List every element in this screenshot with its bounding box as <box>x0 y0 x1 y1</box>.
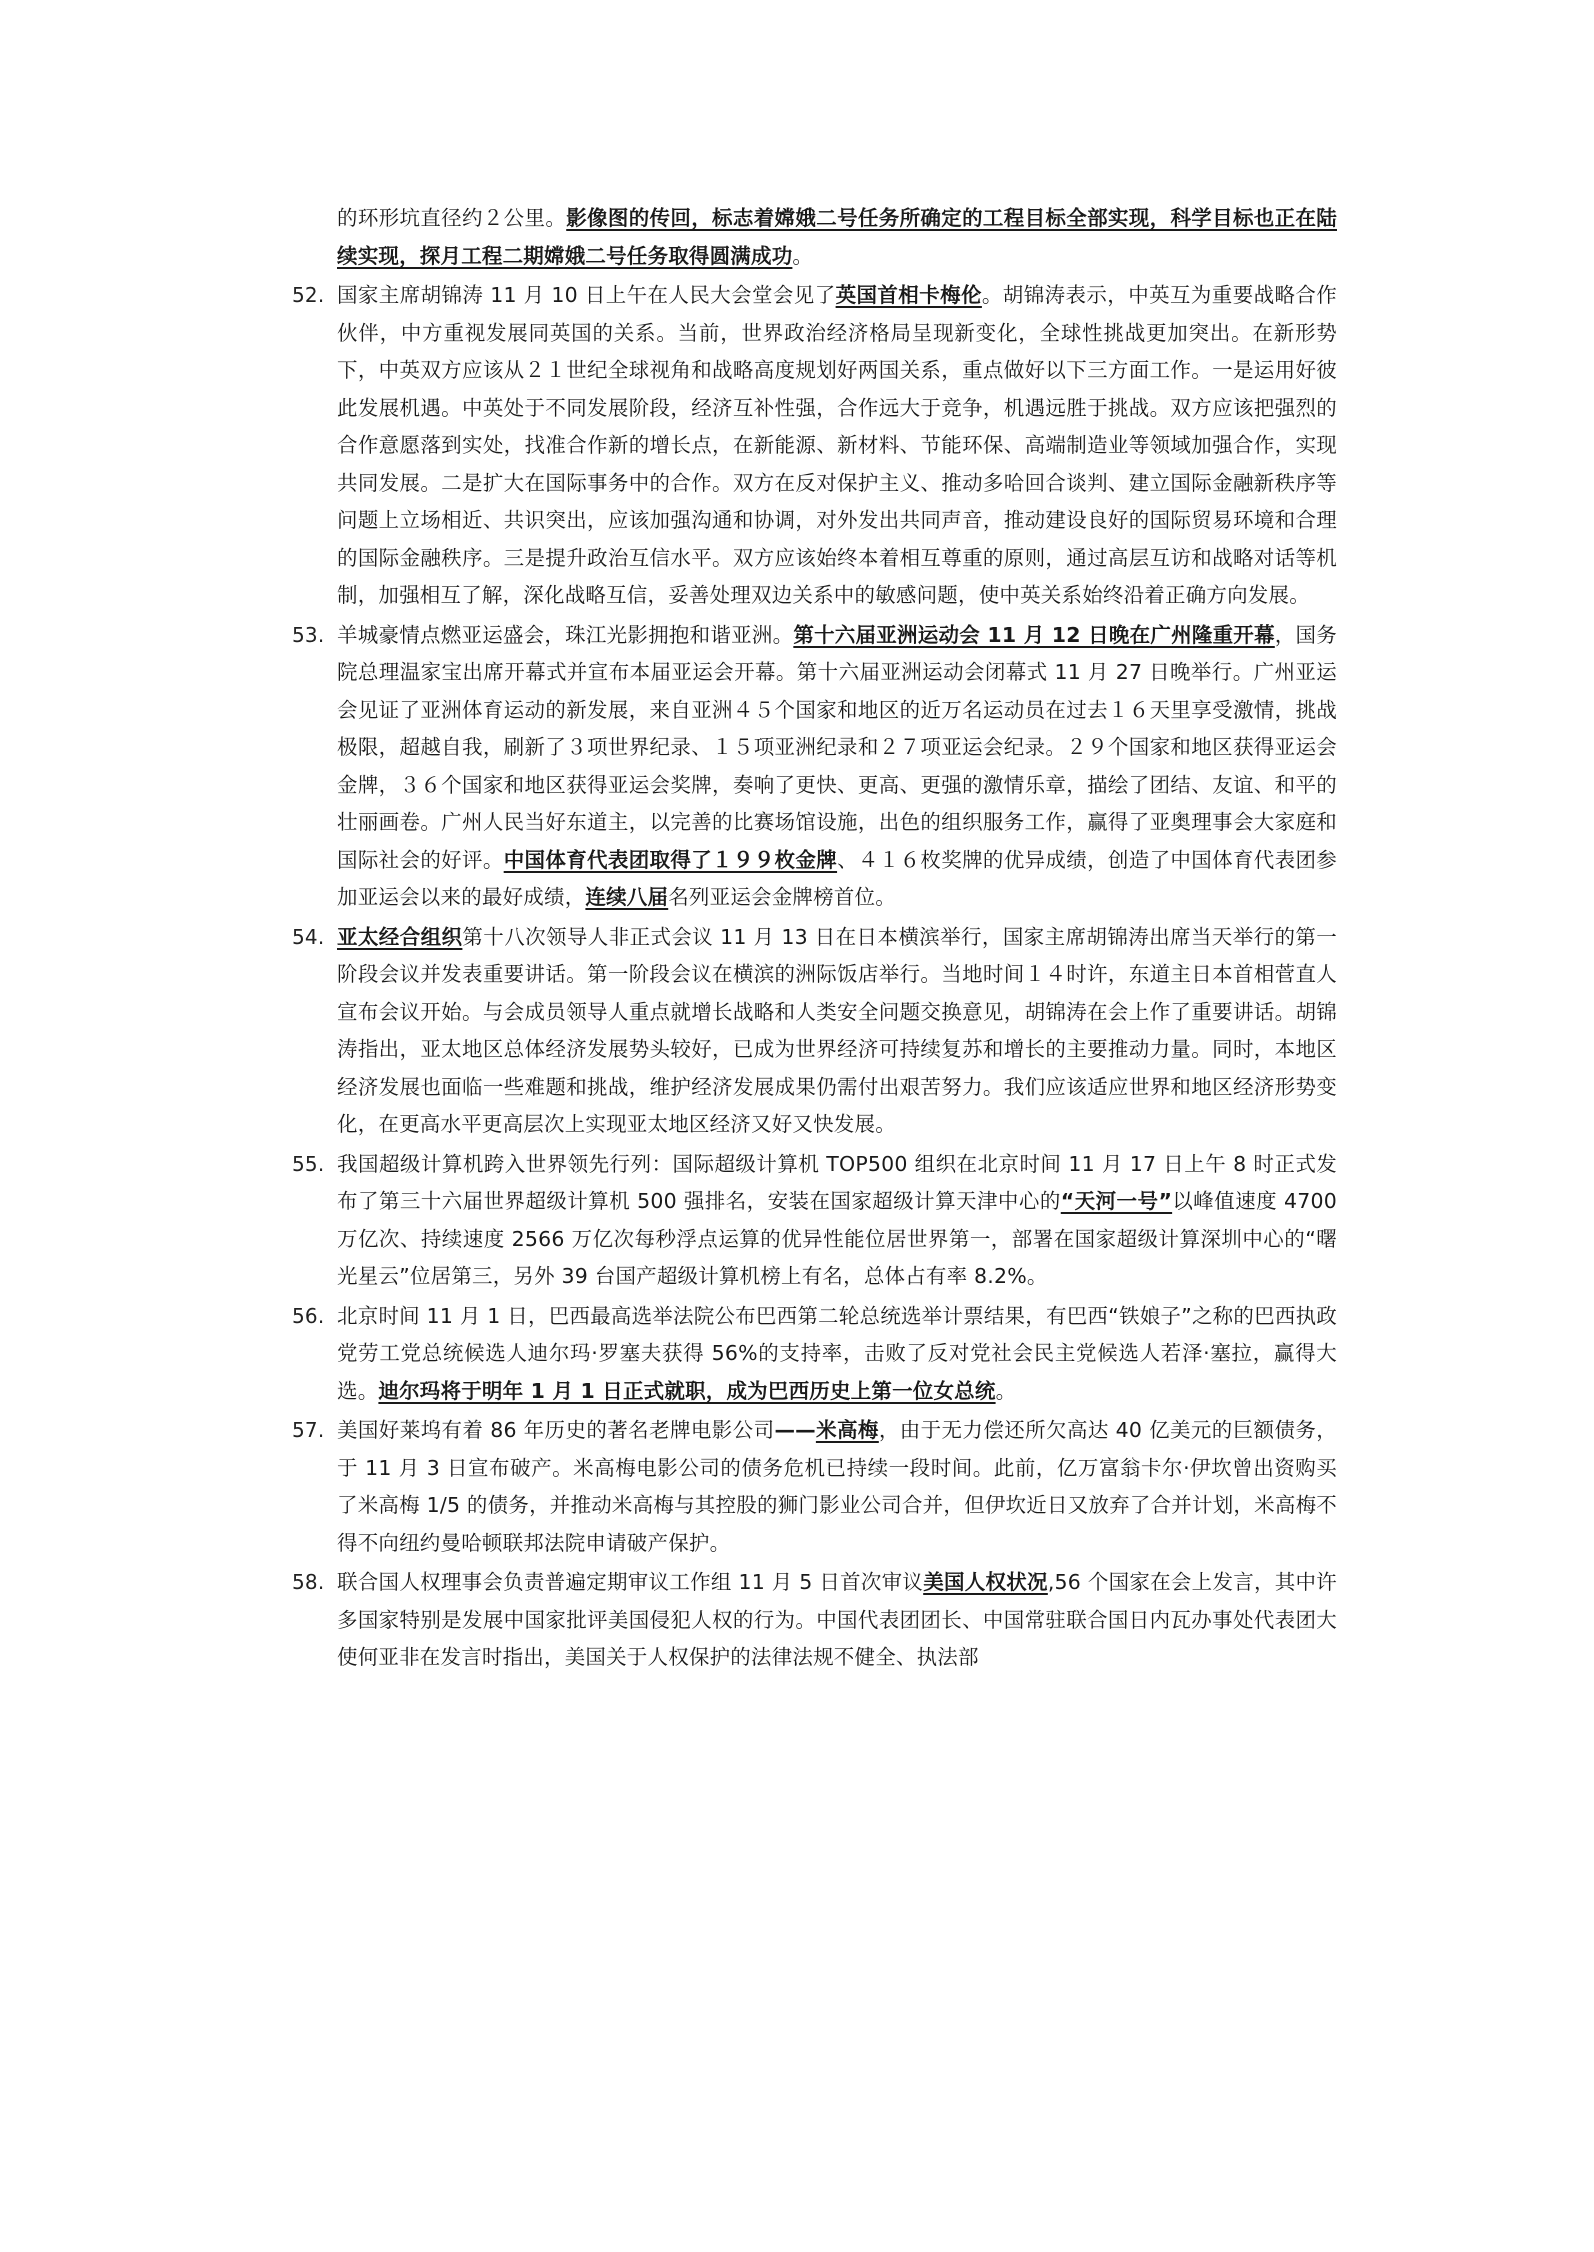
text-run: 羊城豪情点燃亚运盛会，珠江光影拥抱和谐亚洲。 <box>337 622 794 647</box>
item-number: 57. <box>292 1418 325 1442</box>
list-item <box>292 1146 1338 1296</box>
highlighted-text: 米高梅 <box>815 1418 879 1442</box>
text-run: 。 <box>995 1378 1017 1403</box>
highlighted-text: 美国人权状况 <box>923 1570 1048 1594</box>
text-run: ，由于无力偿还所欠高达 40 亿美元的巨额债务，于 11 月 3 日宣布破产。米高梅电影公司的债务危机已持续一段时间。此前，亿万富翁卡尔·伊坎曾出资购买了米高梅 1/5 的债务，并推动米高梅与其控股的狮门影业公司合并，但伊坎近日又放弃了合并计划，米高梅不得不向纽约曼哈顿联邦法院申请破产保护。 <box>337 1418 1337 1555</box>
text-run: 以峰值速度 4700 万亿次、持续速度 2566 万亿次每秒浮点运算的优异性能位居世界第一，部署在国家超级计算深圳中心的“曙光星云”位居第三，另外 39 台国产超级计算机榜上有名，总体占有率 8.2%。 <box>337 1189 1338 1288</box>
bold-text: —— <box>774 1418 816 1442</box>
highlighted-text: 第十六届亚洲运动会 11 月 12 日晚在广州隆重开幕 <box>793 622 1275 647</box>
highlighted-text: “天河一号” <box>1060 1189 1173 1213</box>
item-text <box>337 623 1337 910</box>
text-run: 第十八次领导人非正式会议 11 月 13 日在日本横滨举行，国家主席胡锦涛出席当天举行的第一阶段会议并发表重要讲话。第一阶段会议在横滨的洲际饭店举行。当地时间１４时许，东道主日本首相菅直人宣布会议开始。与会成员领导人重点就增长战略和人类安全问题交换意见，胡锦涛在会上作了重要讲话。胡锦涛指出，亚太地区总体经济发展势头较好，已成为世界经济可持续复苏和增长的主要推动力量。同时，本地区经济发展也面临一些难题和挑战，维护经济发展成果仍需付出艰苦努力。我们应该适应世界和地区经济形势变化，在更高水平更高层次上实现亚太地区经济又好又快发展。 <box>337 924 1338 1136</box>
list-item <box>292 919 1338 1144</box>
text-run: 名列亚运会金牌榜首位。 <box>668 885 896 909</box>
text-run: 北京时间 11 月 1 日，巴西最高选举法院公布巴西第二轮总统选举计票结果，有巴西“铁娘子”之称的巴西执政党劳工党总统候选人迪尔玛·罗塞夫获得 56%的支持率，击败了反对党社会民主党候选人若泽·塞拉，赢得大选。 <box>337 1303 1337 1403</box>
text-run: 、４１６枚奖牌的优异成绩，创造了中国体育代表团参加亚运会以来的最好成绩， <box>337 847 1337 909</box>
item-text <box>337 925 1337 1137</box>
highlighted-text: 连续八届 <box>585 885 669 909</box>
highlighted-text: 英国首相卡梅伦 <box>835 283 982 307</box>
text-run: 。胡锦涛表示，中英互为重要战略合作伙伴，中方重视发展同英国的关系。当前，世界政治经济格局呈现新变化，全球性挑战更加突出。在新形势下，中英双方应该从２１世纪全球视角和战略高度规划好两国关系，重点做好以下三方面工作。一是运用好彼此发展机遇。中英处于不同发展阶段，经济互补性强，合作远大于竞争，机遇远胜于挑战。双方应该把强烈的合作意愿落到实处，找准合作新的增长点，在新能源、新材料、节能环保、高端制造业等领域加强合作，实现共同发展。二是扩大在国际事务中的合作。双方在反对保护主义、推动多哈回合谈判、建立国际金融新秩序等问题上立场相近、共识突出，应该加强沟通和协调，对外发出共同声音，推动建设良好的国际贸易环境和合理的国际金融秩序。三是提升政治互信水平。双方应该始终本着相互尊重的原则，通过高层互访和战略对话等机制，加强相互了解，深化战略互信，妥善处理双边关系中的敏感问题，使中英关系始终沿着正确方向发展。 <box>337 283 1337 607</box>
highlighted-text: 中国体育代表团取得了１９９枚金牌 <box>503 847 838 872</box>
document-page <box>292 200 1338 1679</box>
item-text <box>337 283 1337 607</box>
text-run: 美国好莱坞有着 86 年历史的著名老牌电影公司 <box>337 1418 775 1442</box>
list-item <box>292 1412 1337 1562</box>
highlighted-text: 迪尔玛将于明年 1 月 1 日正式就职，成为巴西历史上第一位女总统 <box>378 1378 996 1403</box>
text-run: ，国务院总理温家宝出席开幕式并宣布本届亚运会开幕。第十六届亚洲运动会闭幕式 11 月 27 日晚举行。广州亚运会见证了亚洲体育运动的新发展，来自亚洲４５个国家和地区的近万名运动员在过去１６天里享受激情，挑战极限，超越自我，刷新了３项世界纪录、１５项亚洲纪录和２７项亚运会纪录。２９个国家和地区获得亚运会金牌，３６个国家和地区获得亚运会奖牌，奏响了更快、更高、更强的激情乐章，描绘了团结、友谊、和平的壮丽画卷。广州人民当好东道主，以完善的比赛场馆设施，出色的组织服务工作，赢得了亚奥理事会大家庭和国际社会的好评。 <box>337 622 1337 872</box>
text-run: ,56 个国家在会上发言，其中许多国家特别是发展中国家批评美国侵犯人权的行为。中国代表团团长、中国常驻联合国日内瓦办事处代表团大使何亚非在发言时指出，美国关于人权保护的法律法规不健全、执法部 <box>337 1570 1338 1669</box>
news-list <box>292 277 1338 1677</box>
text-run: 的环形坑直径约２公里。 <box>337 206 567 230</box>
item-number: 53. <box>292 622 325 647</box>
item-number: 58. <box>292 1570 325 1594</box>
list-item <box>292 1298 1337 1411</box>
item-text <box>337 1304 1337 1403</box>
item-number: 54. <box>292 924 325 949</box>
text-run: 国家主席胡锦涛 11 月 10 日上午在人民大会堂会见了 <box>337 283 836 307</box>
text-run: 联合国人权理事会负责普遍定期审议工作组 11 月 5 日首次审议 <box>337 1570 924 1594</box>
item-number: 56. <box>292 1303 325 1328</box>
item-text <box>337 1152 1337 1289</box>
item-number: 55. <box>292 1151 325 1176</box>
highlighted-text: 影像图的传回，标志着嫦娥二号任务所确定的工程目标全部实现，科学目标也正在陆续实现，探月工程二期嫦娥二号任务取得圆满成功 <box>337 206 1337 268</box>
highlighted-text: 亚太经合组织 <box>337 924 463 949</box>
item-number: 52. <box>292 283 325 307</box>
list-item <box>292 277 1337 615</box>
item-text <box>337 1570 1337 1669</box>
continuation-paragraph <box>337 200 1337 275</box>
list-item <box>292 617 1337 917</box>
list-item <box>292 1564 1338 1677</box>
text-run: 我国超级计算机跨入世界领先行列：国际超级计算机 TOP500 组织在北京时间 11 月 17 日上午 8 时正式发布了第三十六届世界超级计算机 500 强排名，安装在国家超级计算天津中心的 <box>337 1151 1337 1213</box>
item-text <box>337 1418 1337 1555</box>
text-run: 。 <box>792 243 814 268</box>
